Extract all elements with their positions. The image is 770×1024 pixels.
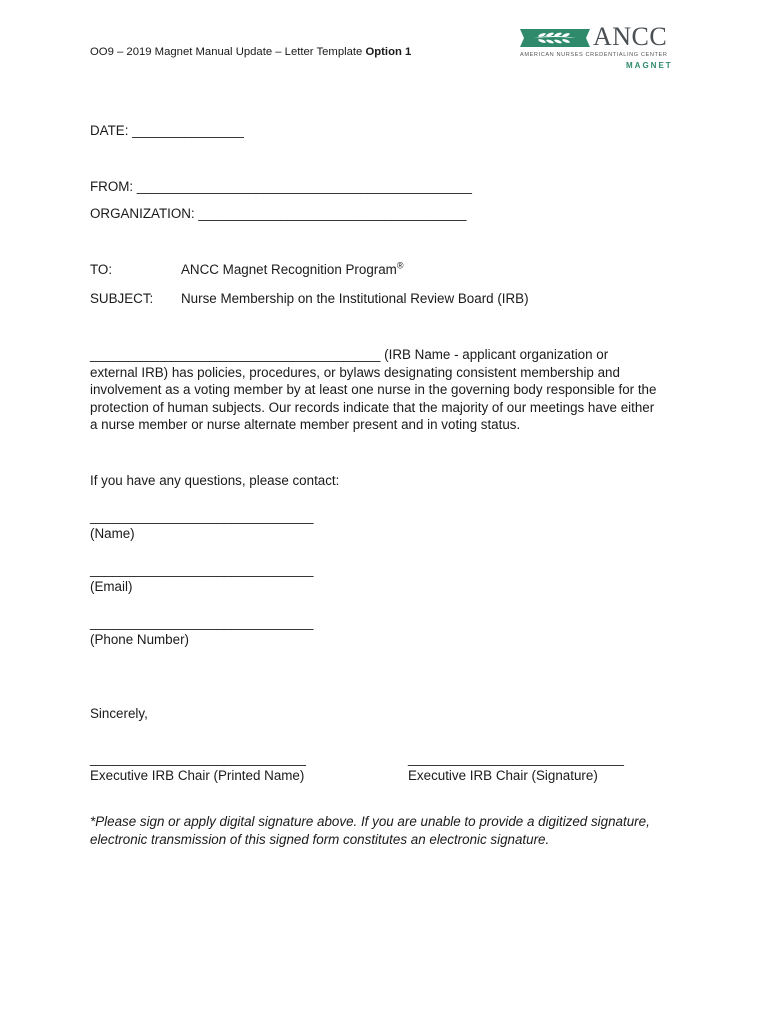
phone-blank[interactable]: ______________________________ (90, 615, 314, 630)
registered-mark: ® (396, 260, 404, 271)
signature-label: Executive IRB Chair (Signature) (408, 768, 598, 783)
to-value-text: ANCC Magnet Recognition Program (181, 262, 397, 277)
logo-subtitle: AMERICAN NURSES CREDENTIALING CENTER (520, 52, 668, 58)
name-blank[interactable]: ______________________________ (90, 509, 314, 524)
to-value (181, 261, 403, 278)
body-line: external IRB) has policies, procedures, or bylaws designating consistent membership and (90, 364, 620, 380)
signature-blank[interactable]: _____________________________ (408, 751, 624, 766)
from-field[interactable]: FROM: _____________________________________________ (90, 179, 472, 194)
subject-value: Nurse Membership on the Institutional Review Board (IRB) (181, 291, 529, 306)
printed-name-blank[interactable]: _____________________________ (90, 751, 306, 766)
subject-label: SUBJECT: (90, 291, 154, 306)
to-label: TO: (90, 262, 113, 277)
printed-name-label: Executive IRB Chair (Printed Name) (90, 768, 305, 783)
body-line: a nurse member or nurse alternate member present and in voting status. (90, 417, 521, 432)
signature-note (90, 813, 690, 848)
header-title: OO9 – 2019 Magnet Manual Update – Letter Template (90, 46, 366, 58)
name-label: (Name) (90, 526, 135, 541)
note-line: electronic transmission of this signed form constitutes an electronic signature. (90, 831, 550, 847)
document-header (90, 45, 411, 59)
email-label: (Email) (90, 579, 133, 594)
body-line: involvement as a voting member by at least one nurse in the governing body responsible for the (90, 382, 657, 397)
organization-field[interactable]: ORGANIZATION: ____________________________________ (90, 206, 467, 221)
body-line: protection of human subjects. Our records indicate that the majority of our meetings have either (90, 399, 655, 415)
logo-magnet: MAGNET (626, 61, 673, 70)
body-line: _______________________________________ (IRB Name - applicant organization or (90, 347, 609, 362)
phone-label: (Phone Number) (90, 632, 189, 647)
logo-wordmark: ANCC (593, 22, 668, 51)
laurel-banner-icon (520, 27, 590, 49)
note-line: *Please sign or apply digital signature above. If you are unable to provide a digitized signature, (90, 814, 650, 829)
sincerely: Sincerely, (90, 706, 148, 721)
contact-intro: If you have any questions, please contact: (90, 473, 340, 488)
email-blank[interactable]: ______________________________ (90, 562, 314, 577)
header-option: Option 1 (365, 46, 412, 58)
date-field[interactable]: DATE: _______________ (90, 123, 244, 138)
ancc-logo (520, 22, 680, 73)
body-paragraph (90, 346, 690, 434)
